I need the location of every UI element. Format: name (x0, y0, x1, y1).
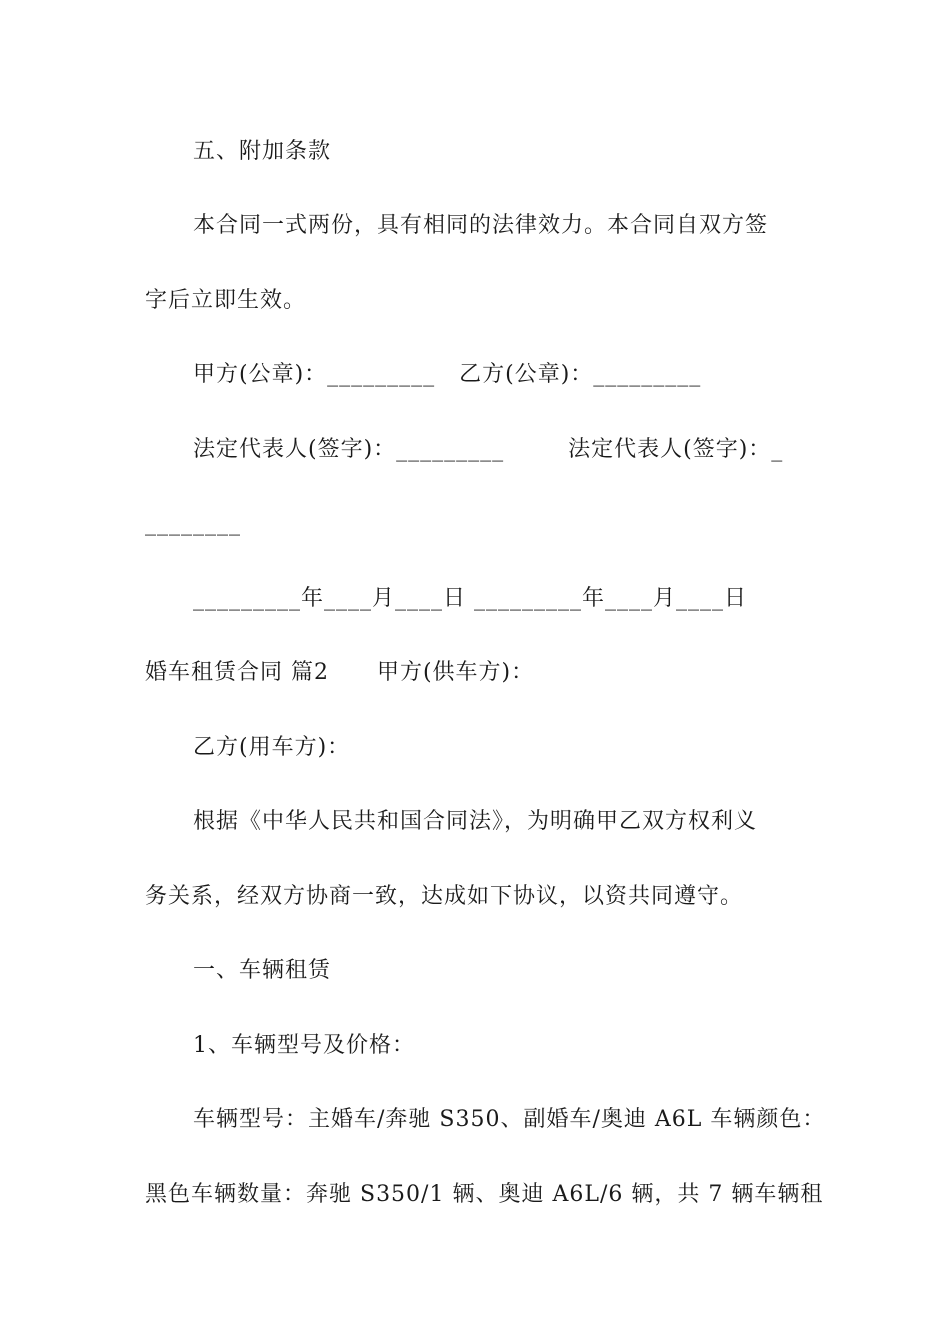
date-line: _________年____月____日 _________年____月____日 (193, 586, 747, 611)
paragraph-line: 黑色车辆数量：奔驰 S350/1 辆、奥迪 A6L/6 辆，共 7 辆车辆租 (145, 1182, 824, 1207)
signature-line-representatives: 法定代表人(签字)：_________ 法定代表人(签字)：_ (193, 437, 784, 462)
paragraph-line: 字后立即生效。 (145, 288, 307, 313)
signature-line-continuation: ________ (145, 511, 241, 536)
paragraph-line: 根据《中华人民共和国合同法》，为明确甲乙双方权利义 (193, 809, 758, 834)
subsection-heading: 1、车辆型号及价格： (193, 1033, 415, 1058)
section-heading-additional-terms: 五、附加条款 (193, 139, 332, 164)
section-heading-vehicle-rental: 一、车辆租赁 (193, 958, 332, 983)
paragraph-line: 车辆型号：主婚车/奔驰 S350、副婚车/奥迪 A6L 车辆颜色： (193, 1107, 826, 1132)
contract-title-line: 婚车租赁合同 篇2 甲方(供车方)： (145, 660, 535, 685)
paragraph-line: 务关系，经双方协商一致，达成如下协议，以资共同遵守。 (145, 884, 744, 909)
signature-line-seals: 甲方(公章)：_________ 乙方(公章)：_________ (193, 362, 702, 387)
party-b-line: 乙方(用车方)： (193, 735, 351, 760)
paragraph-line: 本合同一式两份，具有相同的法律效力。本合同自双方签 (193, 213, 769, 238)
